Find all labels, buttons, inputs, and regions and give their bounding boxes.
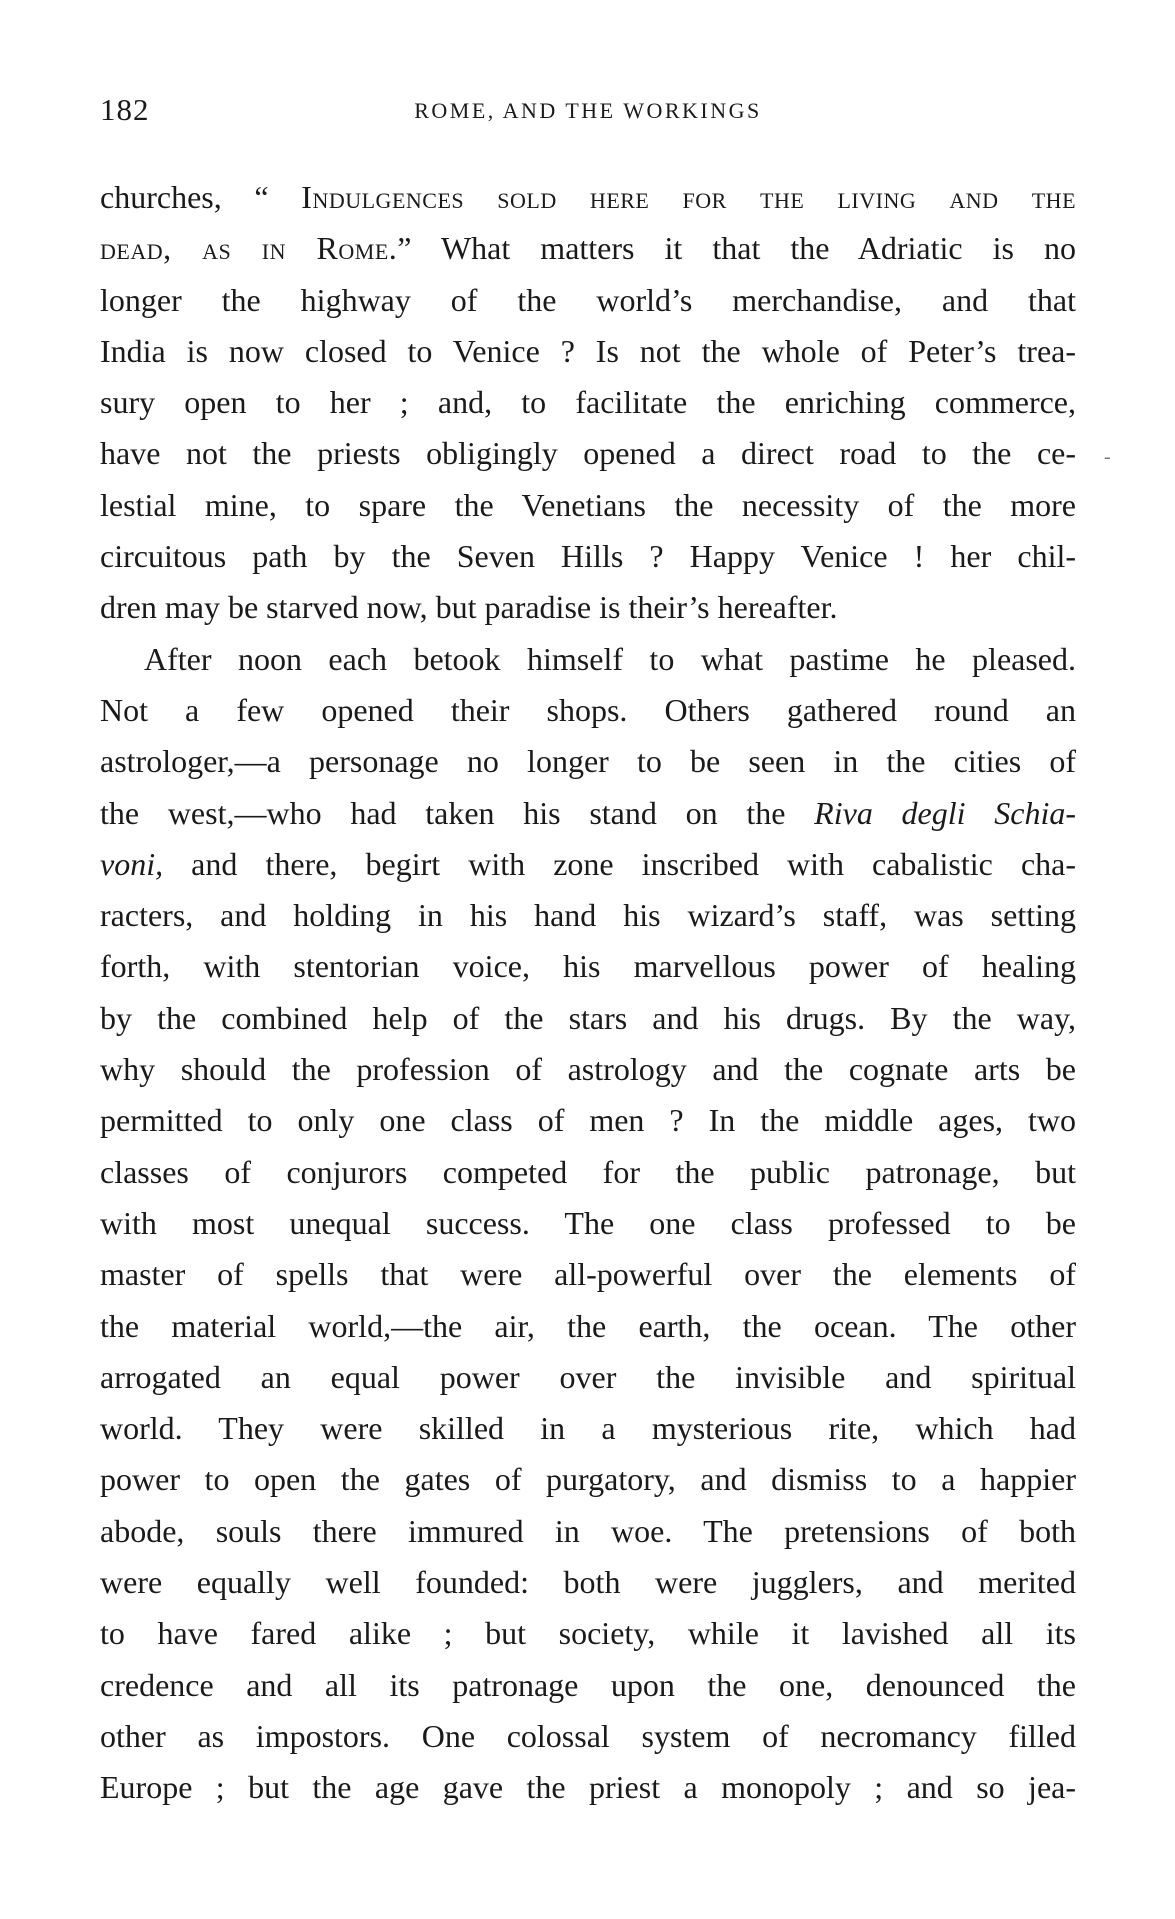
- line-text: ” What matters it that the Adriatic is no: [397, 230, 1076, 267]
- page-number: 182: [100, 92, 150, 127]
- text-line: arrogated an equal power over the invisible and spiritual: [100, 1358, 1076, 1395]
- text-line: credence and all its patronage upon the one, denounced the: [100, 1666, 1076, 1703]
- body-text: [100, 172, 1076, 1814]
- text-line: circuitous path by the Seven Hills ? Happy Venice ! her chil-: [100, 538, 1076, 575]
- text-line: sury open to her ; and, to facilitate the enriching commerce,: [100, 384, 1076, 421]
- small-caps-text: Indulgences sold here for the living and the: [301, 179, 1076, 215]
- text-line: to have fared alike ; but society, while it lavished all its: [100, 1615, 1076, 1652]
- text-line: India is now closed to Venice ? Is not the whole of Peter’s trea-: [100, 332, 1076, 369]
- italic-text: Riva degli Schia-: [814, 794, 1076, 831]
- text-line: why should the profession of astrology and the cognate arts be: [100, 1051, 1076, 1088]
- text-line: were equally well founded: both were jugglers, and merited: [100, 1564, 1076, 1601]
- small-caps-text: dead, as in Rome.: [100, 230, 398, 267]
- text-line: classes of conjurors competed for the public patronage, but: [100, 1153, 1076, 1190]
- text-line: [100, 223, 1076, 274]
- text-line: Europe ; but the age gave the priest a monopoly ; and so jea-: [100, 1769, 1076, 1806]
- text-line: [100, 839, 1076, 890]
- text-line: the material world,—the air, the earth, the ocean. The other: [100, 1307, 1076, 1344]
- text-line: [100, 172, 1076, 223]
- text-line: by the combined help of the stars and his drugs. By the way,: [100, 999, 1076, 1036]
- text-line: world. They were skilled in a mysterious rite, which had: [100, 1410, 1076, 1447]
- text-line: other as impostors. One colossal system of necromancy filled: [100, 1717, 1076, 1754]
- text-line: After noon each betook himself to what pastime he pleased.: [144, 640, 1076, 677]
- line-text: churches, “: [100, 179, 302, 215]
- text-line: dren may be starved now, but paradise is their’s hereafter.: [100, 589, 838, 626]
- italic-text: voni,: [100, 845, 164, 882]
- text-line: have not the priests obligingly opened a direct road to the ce-: [100, 435, 1076, 472]
- text-line: master of spells that were all-powerful over the elements of: [100, 1256, 1076, 1293]
- text-line: with most unequal success. The one class professed to be: [100, 1204, 1076, 1241]
- margin-mark: -: [1104, 446, 1111, 468]
- text-line: permitted to only one class of men ? In the middle ages, two: [100, 1102, 1076, 1139]
- text-line: abode, souls there immured in woe. The pretensions of both: [100, 1512, 1076, 1549]
- text-line: longer the highway of the world’s merchandise, and that: [100, 281, 1076, 318]
- line-text: and there, begirt with zone inscribed with cabalistic cha-: [163, 845, 1076, 882]
- text-line: power to open the gates of purgatory, and dismiss to a happier: [100, 1461, 1076, 1498]
- line-text: the west,—who had taken his stand on the: [100, 794, 815, 831]
- text-line: racters, and holding in his hand his wizard’s staff, was setting: [100, 897, 1076, 934]
- text-line: [100, 788, 1076, 839]
- running-head: ROME, AND THE WORKINGS: [414, 98, 762, 123]
- text-line: lestial mine, to spare the Venetians the necessity of the more: [100, 486, 1076, 523]
- text-line: astrologer,—a personage no longer to be seen in the cities of: [100, 743, 1076, 780]
- page-header: [100, 92, 1076, 132]
- text-line: forth, with stentorian voice, his marvellous power of healing: [100, 948, 1076, 985]
- text-line: Not a few opened their shops. Others gathered round an: [100, 691, 1076, 728]
